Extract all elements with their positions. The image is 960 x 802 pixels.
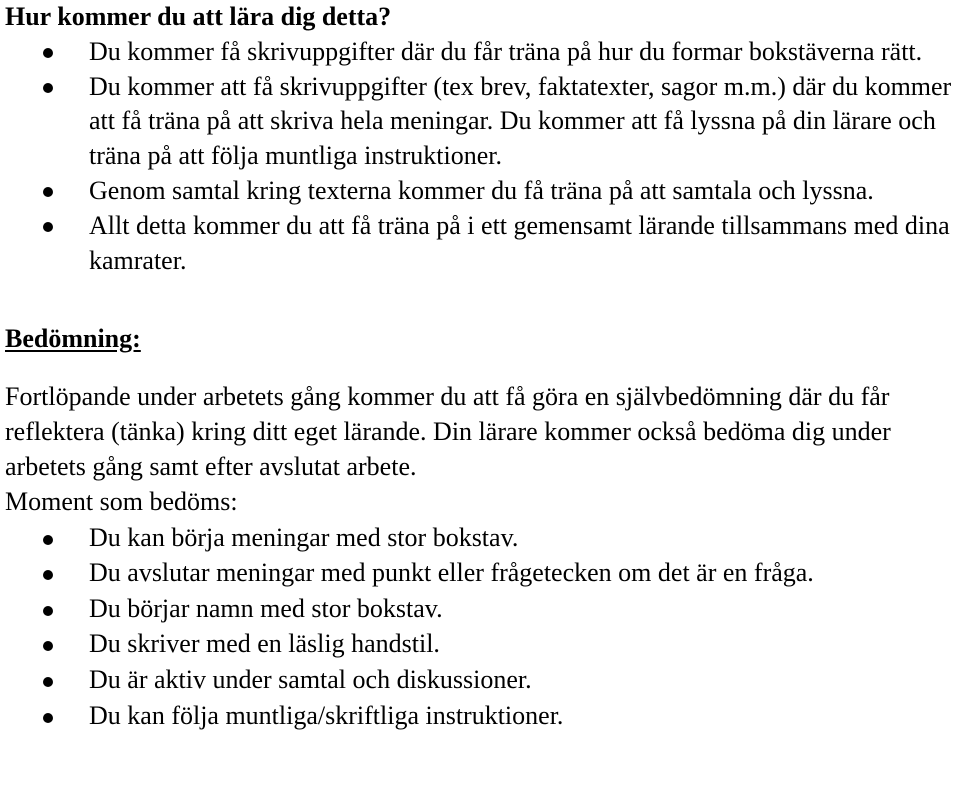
list-item [5, 699, 960, 735]
bullet-icon [43, 713, 53, 723]
list-item-text: Du kan börja meningar med stor bokstav. [89, 522, 519, 552]
assessment-heading-wrapper [5, 322, 960, 366]
list-item [5, 627, 960, 663]
bullet-icon [43, 606, 53, 616]
list-item-text: Allt detta kommer du att få träna på i ett gemensamt lärande tillsammans med dina kamrater. [89, 210, 950, 275]
list-item-text: Du kommer att få skrivuppgifter (tex brev, faktatexter, sagor m.m.) där du kommer att få träna på att skriva hela meningar. Du kommer att få lyssna på din lärare och träna på att följa muntliga instruktioner. [89, 71, 952, 171]
bullet-icon [43, 83, 53, 93]
list-item-text: Du kan följa muntliga/skriftliga instruktioner. [89, 700, 564, 730]
bullet-icon [43, 570, 53, 580]
bullet-icon [43, 641, 53, 651]
list-item-text: Du kommer få skrivuppgifter där du får träna på hur du formar bokstäverna rätt. [89, 36, 923, 66]
bullet-icon [43, 677, 53, 687]
learning-method-list [5, 35, 960, 279]
list-item-text: Genom samtal kring texterna kommer du få träna på att samtala och lyssna. [89, 175, 874, 205]
list-item [5, 556, 960, 592]
list-item [5, 209, 960, 279]
assessment-criteria-list [5, 521, 960, 735]
list-item [5, 35, 960, 70]
assessment-criteria-label: Moment som bedöms: [5, 486, 238, 516]
document-page [5, 0, 960, 734]
section-heading-learning: Hur kommer du att lära dig detta? [5, 2, 392, 31]
bullet-icon [43, 48, 53, 58]
list-item-text: Du skriver med en läslig handstil. [89, 629, 440, 659]
list-item-text: Du är aktiv under samtal och diskussioner. [89, 664, 532, 694]
list-item-text: Du avslutar meningar med punkt eller frågetecken om det är en fråga. [89, 558, 814, 588]
list-item-text: Du börjar namn med stor bokstav. [89, 593, 443, 623]
bullet-icon [43, 187, 53, 197]
bullet-icon [43, 222, 53, 232]
list-item [5, 592, 960, 628]
assessment-paragraph: Fortlöpande under arbetets gång kommer du att få göra en självbedömning där du får reflektera (tänka) kring ditt eget lärande. Din lärare kommer också bedöma dig under arbetets gång samt efter avslutat arbete. [5, 382, 891, 481]
list-item [5, 70, 960, 174]
list-item [5, 663, 960, 699]
section-heading-assessment: Bedömning: [5, 324, 141, 354]
bullet-icon [43, 535, 53, 545]
list-item [5, 174, 960, 209]
list-item [5, 521, 960, 557]
